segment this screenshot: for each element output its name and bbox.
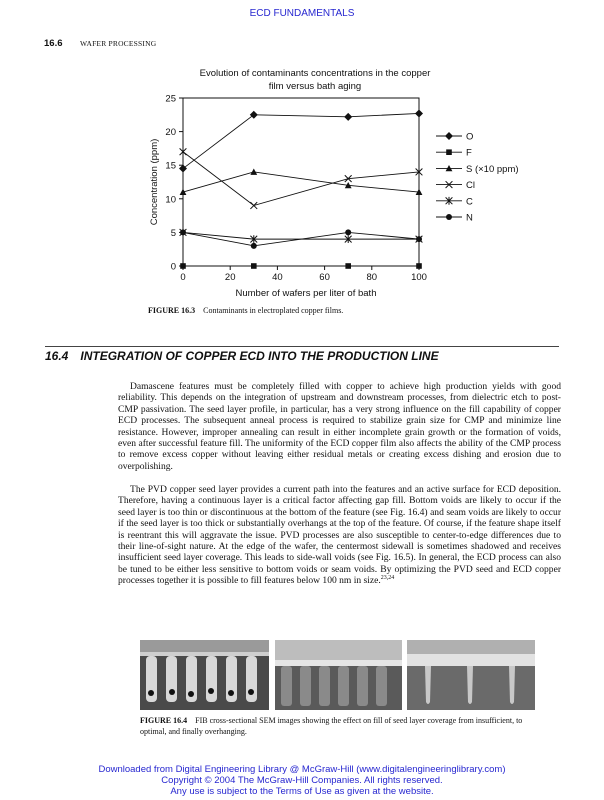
point-o <box>415 109 423 117</box>
x-tick-label: 100 <box>411 272 427 283</box>
y-tick-label: 15 <box>165 160 176 172</box>
point-o <box>344 113 352 121</box>
section-number: 16.4 <box>45 349 69 363</box>
section-title: INTEGRATION OF COPPER ECD INTO THE PRODUCTION LINE <box>80 349 439 363</box>
legend-marker-o <box>445 132 453 140</box>
footer <box>0 764 604 797</box>
legend-label-s-10-ppm: S (×10 ppm) <box>466 163 519 175</box>
footer-download-link[interactable]: Downloaded from Digital Engineering Library @ McGraw-Hill (www.digitalengineeringlibrary.com) <box>98 764 506 775</box>
point-o <box>179 165 187 173</box>
sem-image-overhanging <box>407 640 535 710</box>
point-f <box>345 263 351 269</box>
x-tick-label: 40 <box>272 272 283 283</box>
legend-label-n: N <box>466 212 473 224</box>
top-banner: ECD FUNDAMENTALS <box>249 8 355 19</box>
figure-16-3-caption <box>148 306 343 315</box>
point-n <box>251 243 257 249</box>
y-tick-label: 0 <box>170 261 176 273</box>
paragraph-1-text: Damascene features must be completely filled with copper to achieve high production yields with good reliability. This depends on the integration of upstream and downstream processes, from dielectric etch to post-CMP passivation. The seed layer profile, in particular, has a very strong influence on the fill capability of copper ECD processes. The subsequent anneal process is required to stabilize grain size for CMP and minimize line resistance. However, improper annealing can result in either incomplete grain growth or the formation of voids, even after successful feature fill. The uniformity of the ECD copper film also affects the ability of the CMP process to remove excess copper without leaving either residual metals or creating excess dishing and erosion due to overpolishing. <box>118 381 561 472</box>
sem-image-insufficient <box>140 640 269 710</box>
series-line-o <box>183 113 419 168</box>
point-n <box>416 236 422 242</box>
point-n <box>345 229 351 235</box>
section-heading <box>45 349 439 363</box>
y-axis-label: Concentration (ppm) <box>149 138 160 226</box>
y-tick-label: 25 <box>165 93 176 105</box>
figure-16-4-caption <box>140 716 540 737</box>
legend-label-o: O <box>466 131 474 143</box>
chart-title-line2: film versus bath aging <box>268 81 362 92</box>
running-section-title: WAFER PROCESSING <box>80 39 157 48</box>
page-number: 16.6 <box>44 38 63 49</box>
x-tick-label: 60 <box>319 272 330 283</box>
legend-marker-n <box>446 214 452 220</box>
legend-marker-f <box>446 149 452 155</box>
point-f <box>416 263 422 269</box>
x-tick-label: 0 <box>180 272 186 283</box>
legend-label-cl: Cl <box>466 180 475 192</box>
x-axis-label: Number of wafers per liter of bath <box>235 288 377 299</box>
x-tick-label: 20 <box>224 272 236 283</box>
y-tick-label: 5 <box>170 227 176 239</box>
paragraph-1 <box>118 381 561 472</box>
point-s-10-ppm <box>250 169 257 175</box>
figure-16-3-text: Contaminants in electroplated copper films. <box>203 306 344 315</box>
legend-label-c: C <box>466 196 473 208</box>
point-o <box>250 111 258 119</box>
figure-16-4-text: FIB cross-sectional SEM images showing the effect on fill of seed layer coverage from insufficient, to optimal, and finally overhanging. <box>140 716 523 736</box>
y-tick-label: 10 <box>165 194 176 206</box>
y-tick-label: 20 <box>165 127 176 139</box>
paragraph-2-text: The PVD copper seed layer provides a current path into the features and an active surface for ECD deposition. Therefore, having a continuous layer is a critical factor affecting gap fill. Bottom voids are likely to occur if the seed layer is too thin or discontinuous at the bottom of the feature (see Fig. 16.4) and seam voids are likely to occur if the seed layer is too thick or substantially overhangs at the top of the feature. Of course, if the feature shape itself is reentrant this will aggravate the issue. PVD processes are also susceptible to center-to-edge differences due to their line-of-sight nature. At the edge of the wafer, the centermost sidewall is sometimes shadowed and receives insufficient seed layer coverage. This leads to side-wall voids (see Fig. 16.5). In general, the ECD process can also be tuned to be either less sensitive to bottom voids or seam voids. By optimizing the PVD seed and ECD copper processes together it is possible to fill features below 100 nm in size. <box>118 484 561 587</box>
legend-label-f: F <box>466 147 472 159</box>
x-tick-label: 80 <box>366 272 378 283</box>
point-cl <box>250 202 257 209</box>
section-rule <box>45 346 559 347</box>
footer-terms: Any use is subject to the Terms of Use as given at the website. <box>170 786 434 797</box>
reference-superscript: 23,24 <box>380 575 395 582</box>
chart-title-line1: Evolution of contaminants concentrations in the copper <box>199 68 431 79</box>
figure-16-3-label: FIGURE 16.3 <box>148 306 196 315</box>
point-f <box>180 263 186 269</box>
point-f <box>251 263 257 269</box>
paragraph-2 <box>118 484 561 587</box>
footer-copyright: Copyright © 2004 The McGraw-Hill Companies. All rights reserved. <box>161 775 443 786</box>
contaminants-chart <box>0 0 604 310</box>
sem-image-optimal <box>275 640 402 710</box>
figure-16-4-label: FIGURE 16.4 <box>140 716 188 725</box>
point-n <box>180 229 186 235</box>
